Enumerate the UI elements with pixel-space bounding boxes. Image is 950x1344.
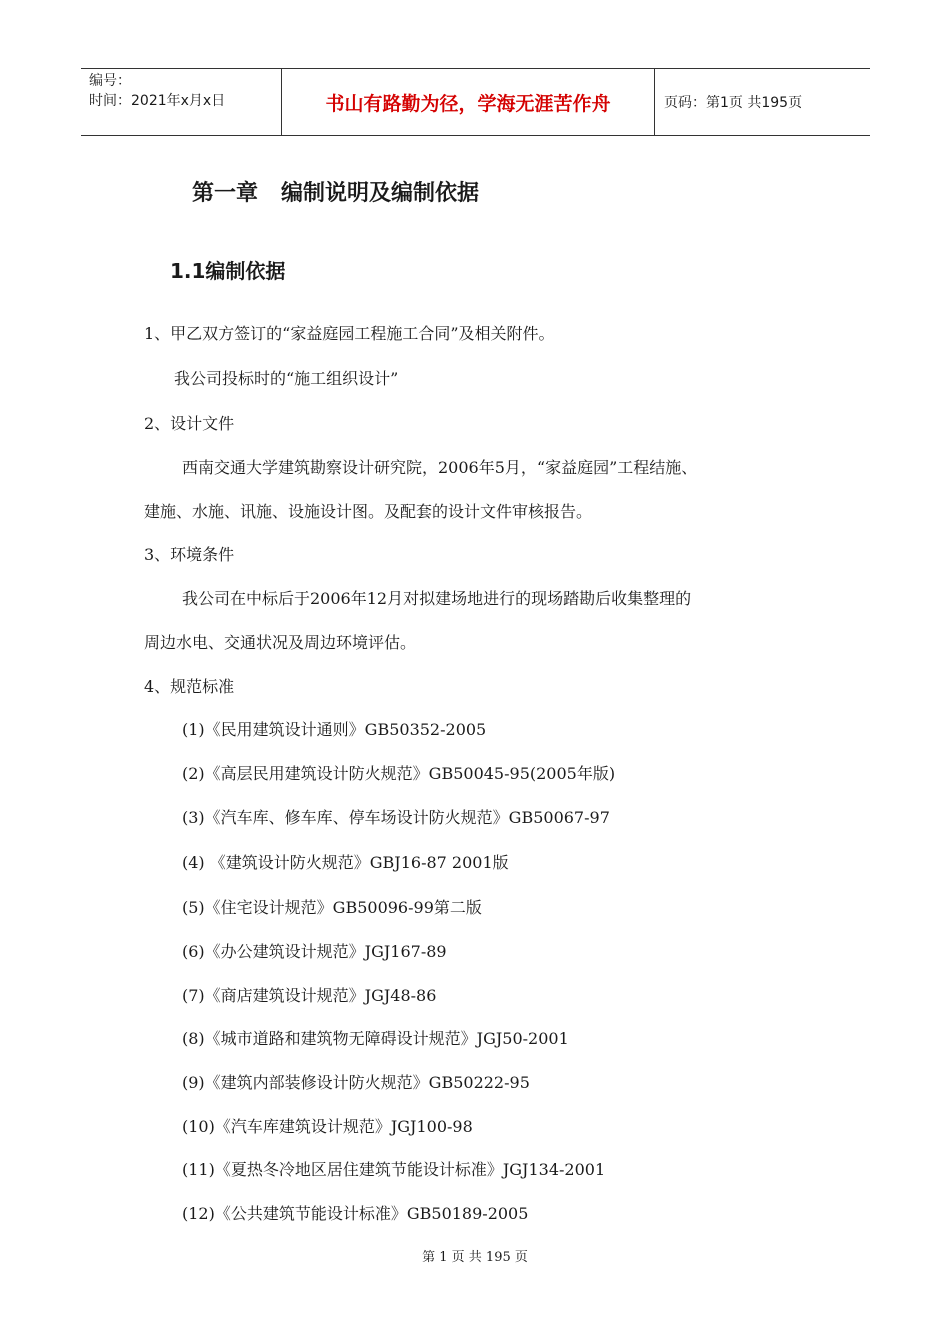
header-page-info: 页码：第1页 共195页 bbox=[664, 95, 803, 111]
section-title: 1.1编制依据 bbox=[170, 259, 286, 283]
standard-item: (2)《高层民用建筑设计防火规范》GB50045-95(2005年版) bbox=[182, 764, 616, 783]
basis-item-contract: 1、甲乙双方签订的“家益庭园工程施工合同”及相关附件。 bbox=[144, 324, 555, 343]
standard-item: (5)《住宅设计规范》GB50096-99第二版 bbox=[182, 898, 482, 917]
standard-item: (1)《民用建筑设计通则》GB50352-2005 bbox=[182, 720, 487, 739]
standard-item: (10)《汽车库建筑设计规范》JGJ100-98 bbox=[182, 1117, 473, 1136]
standard-item: (9)《建筑内部装修设计防火规范》GB50222-95 bbox=[182, 1073, 530, 1092]
standard-item: (8)《城市道路和建筑物无障碍设计规范》JGJ50-2001 bbox=[182, 1029, 569, 1048]
standard-item: (3)《汽车库、修车库、停车场设计防火规范》GB50067-97 bbox=[182, 808, 610, 827]
document-header bbox=[81, 68, 870, 136]
basis-paragraph-environment-cont: 周边水电、交通状况及周边环境评估。 bbox=[144, 633, 417, 652]
basis-paragraph-environment: 我公司在中标后于2006年12月对拟建场地进行的现场踏勘后收集整理的 bbox=[182, 589, 692, 608]
document-date: 时间：2021年x月x日 bbox=[89, 93, 226, 109]
header-meta-cell bbox=[81, 69, 282, 135]
chapter-title: 第一章 编制说明及编制依据 bbox=[192, 181, 479, 206]
basis-heading-environment: 3、环境条件 bbox=[144, 545, 235, 564]
standard-item: (11)《夏热冬冷地区居住建筑节能设计标准》JGJ134-2001 bbox=[182, 1160, 606, 1179]
standard-item: (12)《公共建筑节能设计标准》GB50189-2005 bbox=[182, 1204, 529, 1223]
page-footer: 第 1 页 共 195 页 bbox=[422, 1250, 528, 1265]
header-motto: 书山有路勤为径，学海无涯苦作舟 bbox=[282, 69, 655, 135]
standard-item: (6)《办公建筑设计规范》JGJ167-89 bbox=[182, 942, 447, 961]
basis-paragraph-design-files-cont: 建施、水施、讯施、设施设计图。及配套的设计文件审核报告。 bbox=[144, 502, 593, 521]
basis-heading-standards: 4、规范标准 bbox=[144, 677, 235, 696]
basis-item-construction-design: 我公司投标时的“施工组织设计” bbox=[174, 369, 399, 388]
basis-paragraph-design-files: 西南交通大学建筑勘察设计研究院，2006年5月，“家益庭园”工程结施、 bbox=[182, 458, 698, 477]
document-number-label: 编号： bbox=[89, 73, 131, 89]
basis-heading-design-files: 2、设计文件 bbox=[144, 414, 235, 433]
standard-item: (4) 《建筑设计防火规范》GBJ16-87 2001版 bbox=[182, 853, 509, 872]
standard-item: (7)《商店建筑设计规范》JGJ48-86 bbox=[182, 986, 437, 1005]
